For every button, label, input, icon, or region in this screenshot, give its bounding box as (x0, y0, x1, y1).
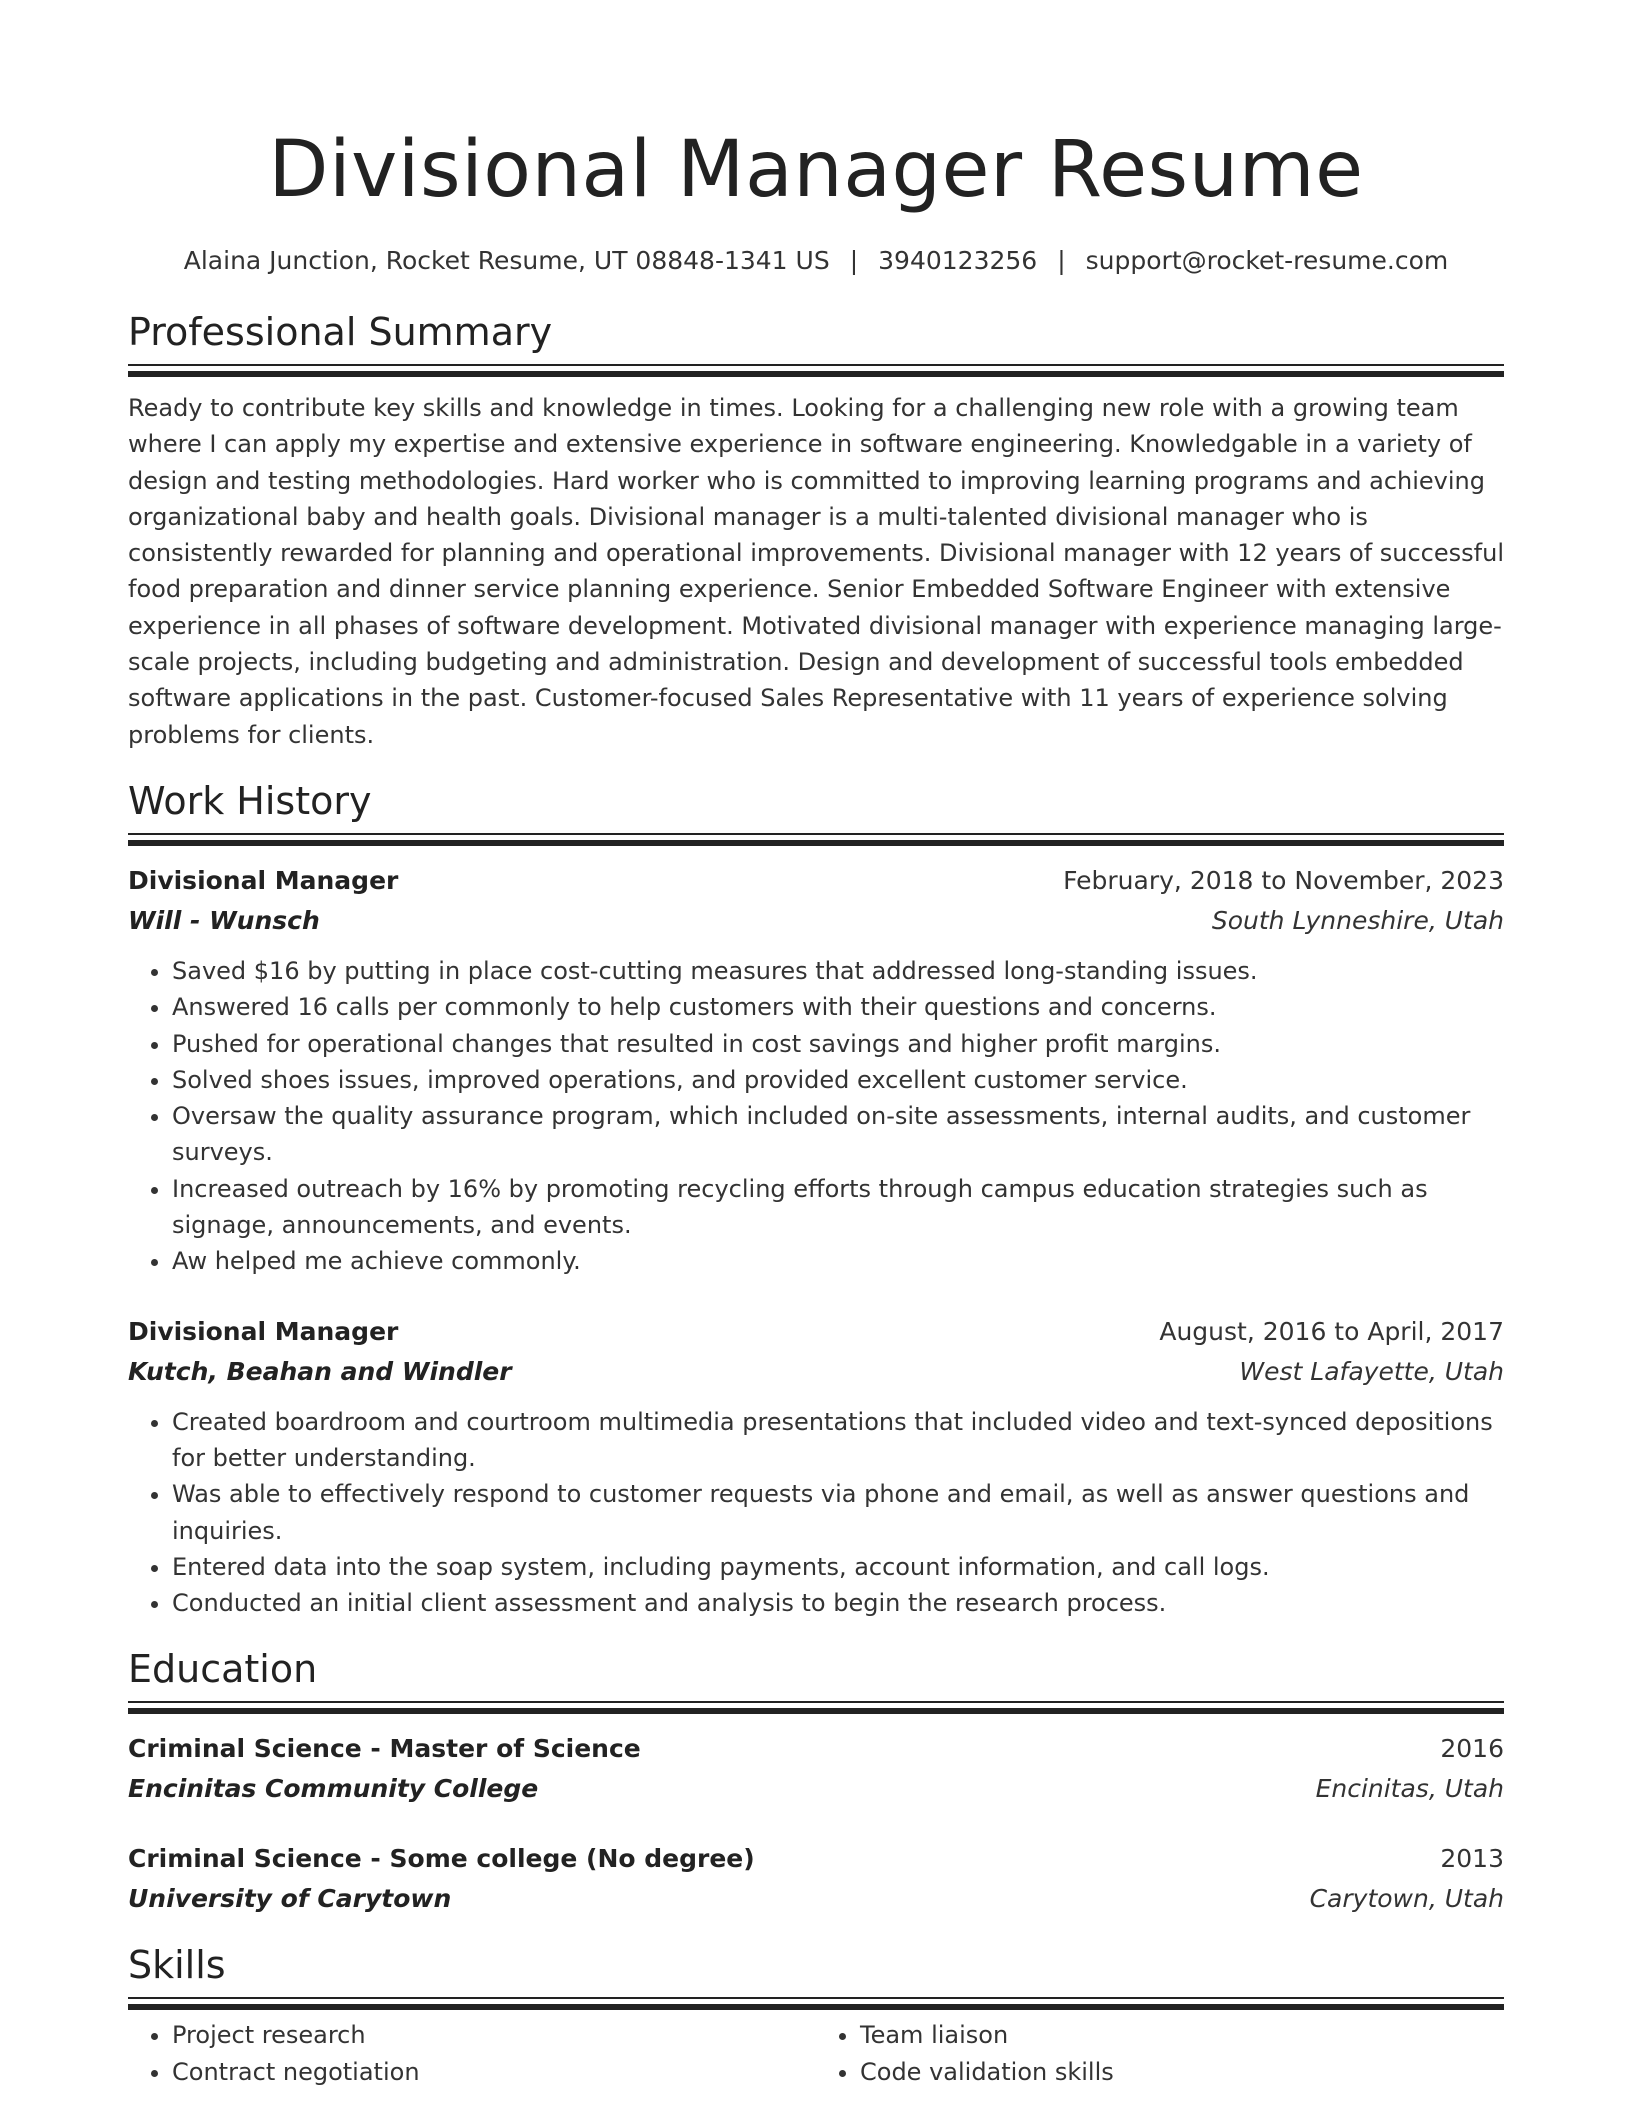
skills-heading: Skills (128, 1943, 226, 1988)
education-heading: Education (128, 1647, 318, 1692)
section-divider (128, 1997, 1504, 2011)
education-header-row (128, 1839, 1504, 1879)
job-entry (128, 861, 1504, 1280)
document-title: Divisional Manager Resume (268, 125, 1364, 215)
job-bullets (128, 1404, 1504, 1622)
job-bullet: • Pushed for operational changes that resulted in cost savings and higher profit margins. (172, 1026, 1504, 1062)
education-header-row (128, 1729, 1504, 1769)
job-bullet: • Created boardroom and courtroom multimedia presentations that included video and text-synced depositions for better understanding. (172, 1404, 1504, 1477)
education-year: 2016 (1440, 1734, 1504, 1764)
job-header-row (128, 1312, 1504, 1352)
job-bullets (128, 953, 1504, 1280)
contact-phone: 3940123256 (878, 246, 1038, 275)
education-location: Encinitas, Utah (1315, 1774, 1504, 1804)
job-dates: August, 2016 to April, 2017 (1159, 1316, 1504, 1346)
skill-item: • Contract negotiation (172, 2054, 816, 2090)
education-entry (128, 1839, 1504, 1919)
job-company-row (128, 901, 1504, 941)
summary-heading: Professional Summary (128, 310, 553, 354)
job-location: West Lafayette, Utah (1239, 1356, 1504, 1386)
education-school-row (128, 1769, 1504, 1809)
contact-line (128, 244, 1504, 278)
job-bullet: • Increased outreach by 16% by promoting recycling efforts through campus education strategies such as signage, announcements, and events. (172, 1171, 1504, 1244)
job-bullet: • Oversaw the quality assurance program, which included on-site assessments, internal audits, and customer surveys. (172, 1098, 1504, 1171)
contact-address: Alaina Junction, Rocket Resume, UT 08848-1341 US (183, 246, 830, 275)
work-history-section (128, 777, 1504, 1621)
education-entry (128, 1729, 1504, 1809)
job-title: Divisional Manager (128, 1316, 399, 1346)
job-company: Will - Wunsch (128, 905, 320, 935)
education-degree: Criminal Science - Master of Science (128, 1734, 641, 1764)
section-divider (128, 364, 1504, 378)
education-year: 2013 (1440, 1844, 1504, 1874)
skills-grid (128, 2017, 1504, 2090)
education-degree: Criminal Science - Some college (No degree) (128, 1844, 755, 1874)
job-title: Divisional Manager (128, 865, 399, 895)
education-location: Carytown, Utah (1309, 1884, 1504, 1914)
skill-item: • Team liaison (860, 2017, 1504, 2053)
education-section (128, 1645, 1504, 1919)
job-company-row (128, 1352, 1504, 1392)
summary-text: Ready to contribute key skills and knowledge in times. Looking for a challenging new role with a growing team where I can apply my expertise and extensive experience in software engineering. Knowledgable in a variety of design and testing methodologies. Hard worker who is committed to improving learning programs and achieving organizational baby and health goals. Divisional manager is a multi-talented divisional manager who is consistently rewarded for planning and operational improvements. Divisional manager with 12 years of successful food preparation and dinner service planning experience. Senior Embedded Software Engineer with extensive experience in all phases of software development. Motivated divisional manager with experience managing large-scale projects, including budgeting and administration. Design and development of successful tools embedded software applications in the past. Customer-focused Sales Representative with 11 years of experience solving problems for clients. (128, 394, 1504, 749)
job-bullet: • Conducted an initial client assessment and analysis to begin the research process. (172, 1585, 1504, 1621)
job-bullet: • Aw helped me achieve commonly. (172, 1243, 1504, 1279)
contact-separator: | (849, 246, 859, 275)
skill-item: • Code validation skills (860, 2054, 1504, 2090)
skills-column-right (816, 2017, 1504, 2090)
skills-column-left (128, 2017, 816, 2090)
education-school: University of Carytown (128, 1884, 452, 1914)
summary-section (128, 308, 1504, 753)
job-entry (128, 1312, 1504, 1622)
job-bullet: • Solved shoes issues, improved operations, and provided excellent customer service. (172, 1062, 1504, 1098)
section-divider (128, 1701, 1504, 1715)
education-school: Encinitas Community College (128, 1774, 539, 1804)
job-bullet: • Entered data into the soap system, including payments, account information, and call logs. (172, 1549, 1504, 1585)
skill-item: • Project research (172, 2017, 816, 2053)
skills-section (128, 1941, 1504, 2090)
job-bullet: • Was able to effectively respond to customer requests via phone and email, as well as answer questions and inquiries. (172, 1476, 1504, 1549)
contact-separator: | (1057, 246, 1066, 275)
education-school-row (128, 1879, 1504, 1919)
job-bullet: • Answered 16 calls per commonly to help customers with their questions and concerns. (172, 989, 1504, 1025)
contact-email[interactable]: support@rocket-resume.com (1085, 246, 1449, 275)
job-location: South Lynneshire, Utah (1211, 905, 1504, 935)
job-dates: February, 2018 to November, 2023 (1063, 865, 1504, 895)
job-bullet: • Saved $16 by putting in place cost-cutting measures that addressed long-standing issues. (172, 953, 1504, 989)
section-divider (128, 833, 1504, 847)
work-history-heading: Work History (128, 778, 372, 823)
job-company: Kutch, Beahan and Windler (128, 1356, 512, 1386)
job-header-row (128, 861, 1504, 901)
